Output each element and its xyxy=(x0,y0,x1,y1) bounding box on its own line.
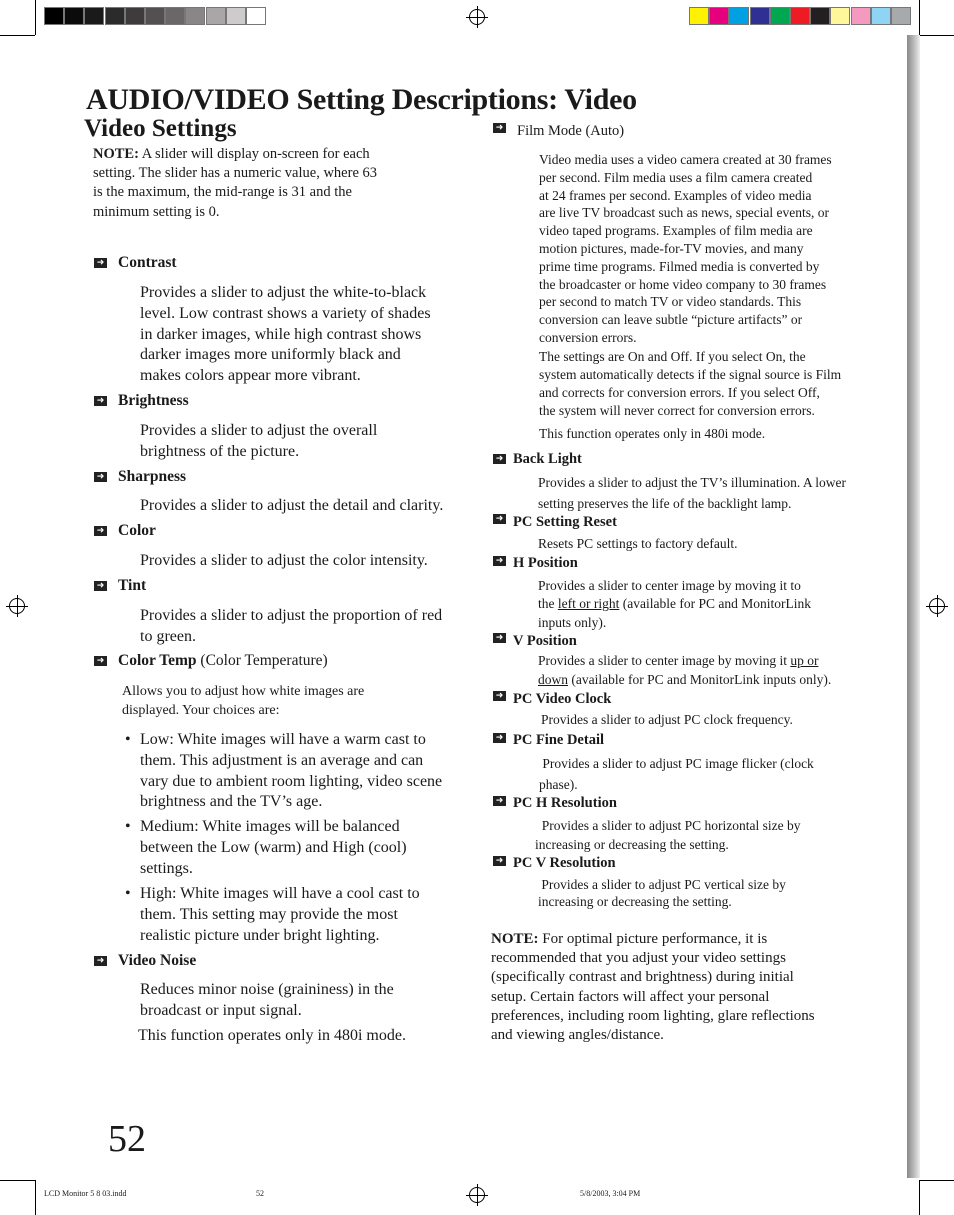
arrow-icon: ➜ xyxy=(493,514,506,524)
sharpness-heading: Sharpness xyxy=(118,468,187,485)
arrow-icon: ➜ xyxy=(493,856,506,866)
filmmode-text: Video media uses a video camera created at 30 frames per second. Film media uses a film camera created at 24 frames per second. Examples of video media are live TV broadcast such as news, special events, or video taped programs. Examples of film media are motion pictures, made-for-TV movies, and many prime time programs. Filmed media is converted by the broadcaster or home video company to 30 frames per second to match TV or video standards. This conversion can leave subtle “picture artifacts” or conversion errors. xyxy=(539,152,832,345)
registration-mark-icon xyxy=(469,1187,485,1203)
arrow-icon: ➜ xyxy=(94,956,107,966)
bullet-low: • Low: White images will have a warm cast to them. This adjustment is an average and can vary due to ambient room lighting, video scene brightness and the TV’s age. xyxy=(125,731,443,811)
color-text: Provides a slider to adjust the color intensity. xyxy=(140,552,428,569)
color-swatch xyxy=(206,7,226,25)
pchres-text: Provides a slider to adjust PC horizontal size by increasing or decreasing the setting. xyxy=(535,818,801,852)
crop-mark xyxy=(0,35,35,36)
footer-page: 52 xyxy=(256,1189,264,1198)
colortemp-heading: Color Temp (Color Temperature) xyxy=(118,652,328,669)
backlight-heading: Back Light xyxy=(513,451,582,467)
footer-filename: LCD Monitor 5 8 03.indd xyxy=(44,1189,127,1198)
registration-mark-icon xyxy=(9,598,25,614)
color-swatch xyxy=(165,7,185,25)
pcvres-heading: PC V Resolution xyxy=(513,855,616,871)
crop-mark xyxy=(919,35,954,36)
pcfine-heading: PC Fine Detail xyxy=(513,732,605,748)
arrow-icon: ➜ xyxy=(493,123,506,133)
arrow-icon: ➜ xyxy=(493,454,506,464)
color-swatch xyxy=(830,7,850,25)
crop-mark xyxy=(919,1180,954,1181)
arrow-icon: ➜ xyxy=(493,691,506,701)
color-swatch xyxy=(105,7,125,25)
color-swatch xyxy=(185,7,205,25)
pcvres-text: Provides a slider to adjust PC vertical size by increasing or decreasing the setting. xyxy=(538,877,786,909)
sharpness-text: Provides a slider to adjust the detail and clarity. xyxy=(140,497,444,514)
pchres-heading: PC H Resolution xyxy=(513,795,617,811)
color-swatch xyxy=(810,7,830,25)
page-edge-shadow xyxy=(907,35,920,1178)
color-swatch xyxy=(891,7,911,25)
crop-mark xyxy=(919,0,920,35)
crop-mark xyxy=(35,0,36,35)
bullet-high: • High: White images will have a cool cast to them. This setting may provide the most realistic picture under bright lighting. xyxy=(125,885,420,944)
contrast-heading: Contrast xyxy=(118,254,177,271)
arrow-icon: ➜ xyxy=(493,633,506,643)
footer-date: 5/8/2003, 3:04 PM xyxy=(580,1189,641,1198)
pcreset-heading: PC Setting Reset xyxy=(513,514,617,530)
color-swatch xyxy=(750,7,770,25)
brightness-text: Provides a slider to adjust the overall brightness of the picture. xyxy=(140,422,378,460)
vpos-text: Provides a slider to center image by moving it up or down (available for PC and MonitorLink inputs only). xyxy=(538,653,832,687)
arrow-icon: ➜ xyxy=(94,581,107,591)
crop-mark xyxy=(35,1180,36,1215)
color-swatch xyxy=(44,7,64,25)
bullet-medium: • Medium: White images will be balanced between the Low (warm) and High (cool) settings. xyxy=(125,818,407,877)
color-swatch xyxy=(64,7,84,25)
color-swatch xyxy=(871,7,891,25)
tint-heading: Tint xyxy=(118,577,147,594)
color-swatch xyxy=(689,7,709,25)
videonoise-text: Reduces minor noise (graininess) in the broadcast or input signal. xyxy=(140,981,394,1019)
color-heading: Color xyxy=(118,522,156,539)
arrow-icon: ➜ xyxy=(493,556,506,566)
filmmode-settings: The settings are On and Off. If you select On, the system automatically detects if the signal source is Film and corrects for conversion errors. If you select Off, the system will never correct for conversion errors. xyxy=(539,349,842,418)
note-bottom: NOTE: For optimal picture performance, it is recommended that you adjust your video settings (specifically contrast and brightness) during initial setup. Certain factors will affect your personal preferences, including room lighting, glare reflections and viewing angles/distance. xyxy=(491,931,815,1044)
color-swatch xyxy=(790,7,810,25)
filmmode-heading: Film Mode (Auto) xyxy=(517,123,625,139)
pcfine-text: Provides a slider to adjust PC image flicker (clock phase). xyxy=(539,756,814,792)
arrow-icon: ➜ xyxy=(94,472,107,482)
backlight-text: Provides a slider to adjust the TV’s illumination. A lower setting preserves the life of the backlight lamp. xyxy=(538,475,846,511)
color-swatch xyxy=(851,7,871,25)
color-swatch xyxy=(226,7,246,25)
color-swatch xyxy=(246,7,266,25)
hpos-text: Provides a slider to center image by moving it to the left or right (available for PC and MonitorLink inputs only). xyxy=(538,578,811,630)
arrow-icon: ➜ xyxy=(94,526,107,536)
color-swatch xyxy=(709,7,729,25)
note-top: NOTE: A slider will display on-screen for each setting. The slider has a numeric value, where 63 is the maximum, the mid-range is 31 and the minimum setting is 0. xyxy=(93,146,378,220)
page-title: AUDIO/VIDEO Setting Descriptions: Video xyxy=(86,83,637,116)
contrast-text: Provides a slider to adjust the white-to-black level. Low contrast shows a variety of shades in darker images, while high contrast shows darker images more uniformly black and makes colors appear more vibrant. xyxy=(140,284,431,385)
filmmode-note: This function operates only in 480i mode. xyxy=(539,426,766,441)
registration-mark-icon xyxy=(929,598,945,614)
color-swatch xyxy=(145,7,165,25)
color-swatch xyxy=(125,7,145,25)
page-number: 52 xyxy=(108,1118,146,1160)
registration-mark-icon xyxy=(469,9,485,25)
section-title: Video Settings xyxy=(84,115,237,142)
arrow-icon: ➜ xyxy=(94,656,107,666)
pcclock-text: Provides a slider to adjust PC clock frequency. xyxy=(541,712,793,727)
arrow-icon: ➜ xyxy=(94,258,107,268)
brightness-heading: Brightness xyxy=(118,392,189,409)
tint-text: Provides a slider to adjust the proportion of red to green. xyxy=(140,607,443,645)
colortemp-intro: Allows you to adjust how white images are displayed. Your choices are: xyxy=(122,684,365,718)
arrow-icon: ➜ xyxy=(493,733,506,743)
hpos-heading: H Position xyxy=(513,555,578,571)
crop-mark xyxy=(0,1180,35,1181)
arrow-icon: ➜ xyxy=(493,796,506,806)
crop-mark xyxy=(919,1180,920,1215)
color-swatch xyxy=(770,7,790,25)
color-swatch xyxy=(84,7,104,25)
arrow-icon: ➜ xyxy=(94,396,107,406)
pcreset-text: Resets PC settings to factory default. xyxy=(538,536,738,551)
color-swatch xyxy=(729,7,749,25)
videonoise-heading: Video Noise xyxy=(118,952,197,969)
pcclock-heading: PC Video Clock xyxy=(513,691,612,707)
vpos-heading: V Position xyxy=(513,633,577,649)
videonoise-extra: This function operates only in 480i mode. xyxy=(138,1027,406,1044)
